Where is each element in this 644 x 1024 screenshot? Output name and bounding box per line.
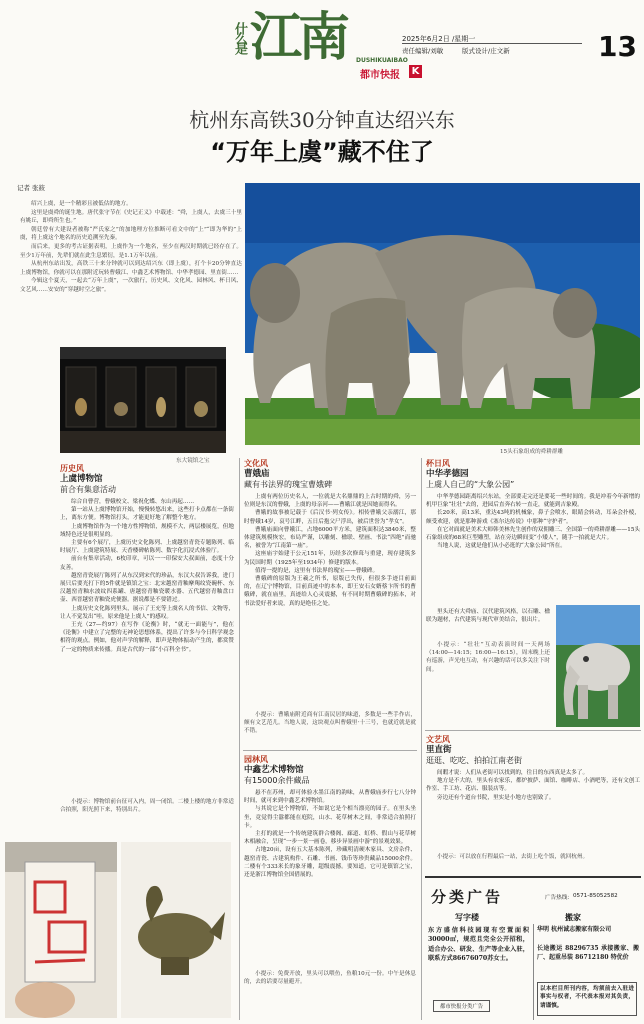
article-body	[244, 789, 416, 969]
ads-notice-title: 都市快报分类广告	[433, 1000, 490, 1012]
body-paragraph: 旁边还有个道台书院，里实是小地方也别致了。	[437, 794, 555, 801]
body-paragraph: 悬不在苏州，却可体验水墨江南的韵味，从曹娥庙步行七八分钟时间，就可来到中鑫艺术博物馆。	[244, 790, 416, 805]
intro-paragraph: 今辑这个夏天，一起去“万年上虞”，一次旅行，历史风、文化风、园林风、杯日风、文艺风……安安的“穿越时空之旅”。	[20, 278, 242, 293]
article-body	[426, 493, 640, 608]
body-paragraph: 这座庙宇始建于公元151年，历经多次修葺与重建，现存建筑多为民国时期（1925年至1934年）修建的版本。	[244, 551, 416, 566]
intro-paragraph: 朝廷曾有大建设者被称“严氏家之”的加地理方位推断可看文中的“上”“即为华的”上虞，将上虞这个地名的历史追溯至先秦。	[20, 226, 242, 242]
article-title: 有15000余件藏品	[244, 776, 310, 785]
body-paragraph: 在它对面就是美术大师韩美林先生创作的双佣雕三、全国第一的舜耕群雕——15头石象组成的68米巨型雕塑，站在旁边瞬间变“小矮人”，随手一拍就是大片。	[426, 526, 640, 542]
elephants-photo	[245, 183, 640, 445]
article-body-cont	[426, 608, 550, 638]
elephants-photo-caption: 15头石象组成的舜耕群雕	[500, 449, 564, 455]
body-paragraph: 上虞历史文化陈列里头，展示了王充等上虞名人的书信、文物等，让人不觉发出“哇，原来他是上虞人”的感叹。	[60, 605, 234, 620]
intro-text	[20, 200, 242, 340]
tip-text: 小提示：“壮壮”互动表演时间一天两场（14:00—14:15；16:00—16:15），周末晚上还有巡游，声光电互动，有兴趣的话可以多关注下时间。	[426, 642, 550, 673]
article-body	[244, 493, 416, 709]
column-divider	[421, 458, 422, 1020]
ads-header: 分类广告	[431, 888, 504, 906]
ads-disclaimer: 以本栏目所刊内容，均须前去入驻进事实与权者，不代表本报对其负责，请谨慎。	[537, 982, 637, 1016]
body-paragraph: 前台有集章活动，6枚印章，可以一一印保安大叔面前，态度十分友善。	[60, 556, 234, 571]
body-paragraph: 中华孝德园距离绍兴东站，全部要走完还是要花一些时间的。我是冲着今年新增的机甲巨象“壮壮”去的，进园后直奔右转一直走，就能到吉象殿。	[426, 494, 640, 509]
ads-col-right-title: 搬家	[565, 913, 581, 922]
body-paragraph: 上虞有两位历史名人，一位就是大名鼎鼎的上古时期的舜，另一位则是东汉的曹娥，上虞的母亲河——曹娥江就是因她而得名。	[244, 494, 416, 509]
intro-paragraph: 这里是虞舜的诞生地。唐代张守节在《史记正义》中载述：“舜，上虞人，去虞三十里有姚丘，即舜所生也。”	[20, 209, 242, 225]
body-paragraph: 上虞博物馆作为一个地方性博物馆，规模不大，两层楼展览，但地域特色还是很明显的。	[60, 523, 234, 538]
ads-moving-details: 长途搬运 88296735 承接搬家、搬厂、起重吊装 86712180 特优价	[537, 945, 639, 961]
designer-credit: 版式设计/庄文新	[462, 47, 510, 55]
body-paragraph: 当地人说，这就是他们从小必逛的“大象公园”所在。	[437, 543, 566, 550]
intro-paragraph: 而后来，更多的考古证据表明，上虞作为一个地名，至少在两汉时期就已经存在了。至少1万年前，先辈们就在此生息繁衍，是1.1万年以前。	[20, 243, 242, 259]
col2a-article	[244, 458, 416, 737]
museum-photo	[60, 347, 226, 453]
article-body	[426, 769, 640, 851]
col1-article	[60, 463, 234, 840]
tip-text: 小提示：博物馆前台征可入内，周一闭馆。二楼上楼的地方非常适合拍照，阳光照下来，特别出片。	[60, 799, 234, 814]
body-paragraph: 间暇才说：人们从老街可以找到的，往日的东西真是太多了。	[437, 770, 589, 776]
article-title: 藏有书法界的瑰宝曹娥碑	[244, 480, 332, 489]
body-paragraph: 曹娥的故事被记载于《后汉书·列女传》。相传曹娥父亲溺江，那时曹娥14岁，哀号江畔，五日后抱父尸浮出，被后世誉为“孝女”。	[244, 510, 416, 525]
section-label: 园林风	[244, 755, 268, 764]
tip-text: 小提示：曹娥庙附近商有江南民居的味道，多数是一些手作店，颇有文艺范儿。当地人说，这块观点叫曹娥里·十三号，也就近就是就不错。	[244, 712, 416, 735]
ads-moving-company: 华明 杭州诚志搬家有限公司	[537, 926, 612, 933]
body-paragraph: 占地20亩，设有五大基本陈列，珍藏明清硬木家具、文房杂件、越窑青瓷、古建筑构件、石雕、书画、钱币等珍贵藏品15000余件。二楼有个333米长的象牙雕，超级震撼。要知道，它可是镇馆之宝，还是浙江博物馆全国借展的。	[244, 847, 416, 879]
body-paragraph: 地方是不大的，里头有农家乐，都炉披萨、面馆、咖啡店、小酒吧等，还有文创工作室、手工坊、花店、服装店等。	[426, 778, 640, 793]
col3b-article	[426, 734, 640, 871]
stamp-photo	[5, 842, 117, 1018]
ads-hotline: 0571-85052582	[573, 893, 618, 899]
col2b-article	[244, 754, 416, 988]
byline: 记者 张筱	[17, 184, 46, 192]
intro-paragraph: 从杭州东站出发，高铁三十来分钟就可以到达绍兴东（即上虞），打个卡20分钟直达上虞博物馆，你就可以在那附近玩转曹娥江、中鑫艺术博物馆、中华孝德园、里直街……	[20, 261, 242, 276]
newspaper-name: 都市快报	[360, 70, 400, 81]
article-divider	[425, 730, 641, 731]
body-paragraph: 综合自曹营，曹娥校文、梁祝化蝶、东山再起……	[71, 499, 195, 505]
venue-name: 中鑫艺术博物馆	[244, 765, 304, 775]
brand-small: 什么是	[232, 22, 247, 52]
ads-office-listing: 东方盛信科技园现有空置面积30000㎡，规范且完全公开招租，适合办公、研发、生产等企业入驻，联系方式86676070苏女士。	[428, 927, 529, 963]
ads-hotline-label: 广告热线：	[545, 895, 573, 901]
section-label: 历史风	[60, 464, 84, 473]
brand-big: 江南	[250, 7, 347, 68]
body-paragraph: 曹娥庙面向曹娥江，占地6000平方米，建筑面积达3840米，整体建筑规模恢宏，布局严谨，以雕刻、楹联、壁画、书法“四绝”而驰名，被誉为“江南第一庙”。	[244, 526, 416, 550]
body-paragraph: 第一站从上虞博物馆开始，慢慢转悠出来，这些打卡点都在一条街上，离东方便。博物馆打头，才能更好地了解整个地方。	[60, 507, 234, 522]
body-paragraph: 长20米，高13米，重达43吨的机械象，鼻子会喷水，眼睛会转动，耳朵会扑棱，颇受欢迎，就是那种游戏《塞尔达传说》中那种“守护者”。	[426, 510, 640, 525]
headline-kicker: 杭州东高铁30分钟直达绍兴东	[189, 108, 455, 132]
article-body	[60, 498, 234, 796]
classified-ads	[425, 882, 641, 1022]
ads-col-divider	[533, 924, 534, 1020]
museum-photo-caption: 东大镜馆之宝	[176, 458, 210, 464]
column-divider	[239, 458, 240, 1020]
article-title: 逛逛、吃吃、拍拍江南老街	[426, 756, 522, 765]
newspaper-logo-icon: K	[409, 65, 422, 78]
tip-text: 小提示：免费开放，里头可以喂鱼，鱼粮10元一份。中午是休息的，去的话要尽量避开。	[244, 971, 416, 986]
body-paragraph: 值得一提的是，这里有书法界的瑰宝——曹娥碑。	[255, 567, 379, 574]
page-number: 13	[598, 30, 637, 63]
body-paragraph: 与其说它是个博物馆，不如说它是个相当漂亮的园子。在里头坐坐，竟觉得尘嚣都能在庭院，山水、花草树木之间，非常适合拍照打卡。	[244, 806, 416, 829]
issue-date: 2025年6月2日 /星期一	[402, 35, 476, 43]
body-paragraph: 越窑青瓷展厅陈列了从东汉到宋代的珍品，东汉大叔告诉我，进门展只后要光打下的5件就是镇馆之宝：北宋越窑青釉摩羯纹瓷碗杯、东汉越窑青釉水波纹四系罐、唐越窑青釉瓷暖水器、五代越窑青釉盘口壶、西晋越窑青釉瓷虎便器。据说都是不要错过。	[60, 572, 234, 604]
venue-name: 中华孝德园	[426, 469, 469, 479]
brand-pinyin: DUSHIKUAIBAO	[356, 57, 408, 64]
headline-main: “万年上虞”藏不住了	[210, 138, 434, 166]
masthead-rule	[402, 43, 582, 44]
section-label: 文艺风	[426, 735, 450, 744]
bird-vessel-photo	[121, 842, 231, 1018]
body-paragraph: 王充（27—约97）在写作《论衡》时，“就无一面能与”，他在《论衡》中建立了完整的无神论思想体系，提出了许多与今日科学观念相符的观点。例如，他对声学的解释，即声是物体振动产生的，都赏赞了一定的物质来传播。真是古代的一部“小百科全书”。	[60, 622, 234, 653]
venue-name: 曹娥庙	[244, 469, 270, 479]
article-title: 上虞人自己的“大象公园”	[426, 480, 515, 489]
section-label: 杯日风	[426, 459, 450, 468]
masthead	[0, 0, 644, 90]
editor-credit: 责任编辑/刘敏	[402, 47, 444, 55]
venue-name: 上虞博物馆	[60, 474, 103, 484]
venue-name: 里直街	[426, 745, 452, 755]
tip-text: 小提示：可以放在行程最后一站，去街上吃个饭，就回杭州。	[437, 854, 589, 860]
article-title: 前合有集意活动	[60, 485, 116, 494]
intro-paragraph: 绍兴上虞，是一个精彩且被低估的地方。	[31, 201, 132, 207]
ads-col-left-title: 写字楼	[455, 913, 479, 922]
ads-divider	[425, 876, 641, 878]
robot-elephant-photo	[556, 605, 640, 727]
body-paragraph: 里头还有大舜庙、汉代建筑风格，以石雕、楹联为题材，古代建筑与现代审美结合，很出片。	[426, 609, 550, 624]
section-label: 文化风	[244, 459, 268, 468]
body-paragraph: 曹娥碑的原版为王羲之所书，原版已失传，但很多手迹目前面的，在辽宁博物馆，目前真迹中的本本，即王安石女婿蔡卞所书的曹娥碑，就在庙里，真迹给人心灵震撼，有不同时期曹娥碑的拓本，对书法爱好者来说，真的是绝佳之处。	[244, 576, 416, 607]
body-paragraph: 主打的就是一个传统建筑群合楼阁、廊道、虹桥、假山与花草树木相融合，呈现“一步一景一画卷，移步异景画中游”的景观效果。	[244, 831, 416, 846]
body-paragraph: 主要有6个展厅，上虞历史文化陈列、上虞越窑青瓷专题陈列、临时展厅、上虞建筑特展、天香楼碑帖陈列、数字化沉浸式体验厅。	[60, 540, 234, 555]
article-divider	[243, 750, 417, 751]
